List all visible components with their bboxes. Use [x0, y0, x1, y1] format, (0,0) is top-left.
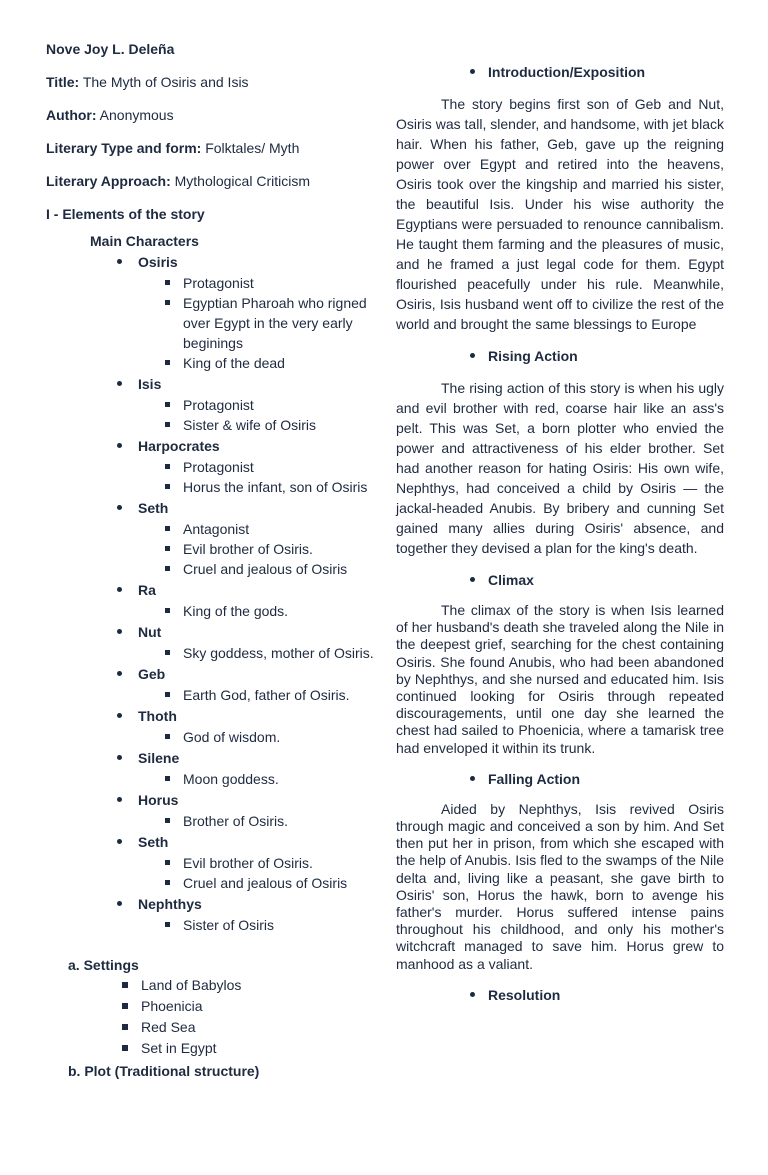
character-attribute: Sky goddess, mother of Osiris. — [138, 643, 376, 663]
plot-section-text: The climax of the story is when Isis learned of her husband's death she traveled along the Nile in the deepest grief, searching for the chest containing Osiris. She found Anubis, who had been abandoned by Nephthys, and she nursed and educated him. Isis continued looking for Osiris through repeated discouragements, until one day she learned the chest had sailed to Phoenicia, where a tamarisk tree had enveloped it within its trunk. — [396, 602, 724, 756]
character-item — [46, 374, 376, 435]
character-name: Nephthys — [138, 894, 376, 914]
character-item — [46, 748, 376, 789]
setting-item: Red Sea — [46, 1017, 376, 1038]
character-attribute: Moon goddess. — [138, 769, 376, 789]
left-column — [46, 40, 376, 1081]
character-item — [46, 436, 376, 497]
character-attribute: King of the dead — [138, 353, 376, 373]
character-attribute: Cruel and jealous of Osiris — [138, 873, 376, 893]
plot-section-heading: Falling Action — [396, 769, 724, 789]
character-attribute: Protagonist — [138, 457, 376, 477]
character-attribute: Earth God, father of Osiris. — [138, 685, 376, 705]
character-attribute: Sister of Osiris — [138, 915, 376, 935]
character-attribute: Protagonist — [138, 273, 376, 293]
character-name: Osiris — [138, 252, 376, 272]
character-attribute: Evil brother of Osiris. — [138, 853, 376, 873]
title-line: Title: The Myth of Osiris and Isis — [46, 74, 249, 90]
character-attribute: Cruel and jealous of Osiris — [138, 559, 376, 579]
plot-section-text: Aided by Nephthys, Isis revived Osiris through magic and conceived a son by him. And Set then put her in prison, from which she escaped with the help of Anubis. Isis fled to the swamps of the Nile delta and, living like a peasant, she gave birth to Osiris' son, Horus the hawk, born to avenge his father's murder. Horus suffered intense pains throughout his childhood, and only his mother's witchcraft managed to save him. Horus grew to manhood as a valiant. — [396, 800, 724, 972]
character-item — [46, 580, 376, 621]
plot-section-text: The rising action of this story is when his ugly and evil brother with red, coarse hair like an ass's pelt. This was Set, a born plotter who envied the power and attractiveness of his elder brother. Set had another reason for hating Osiris: His own wife, Nephthys, had conceived a child by Osiris — the jackal-headed Anubis. By bribery and cunning Set gained many allies during Osiris' absence, and together they devised a plan for the king's death. — [396, 380, 724, 556]
character-name: Horus — [138, 790, 376, 810]
student-name: Nove Joy L. Deleña — [46, 41, 175, 57]
literary-type-line: Literary Type and form: Folktales/ Myth — [46, 140, 300, 156]
settings-heading: a. Settings — [68, 957, 139, 973]
character-attribute: Protagonist — [138, 395, 376, 415]
character-attribute: Sister & wife of Osiris — [138, 415, 376, 435]
character-item — [46, 706, 376, 747]
character-attribute: Horus the infant, son of Osiris — [138, 477, 376, 497]
character-item — [46, 252, 376, 373]
setting-item: Land of Babylos — [46, 975, 376, 996]
character-item — [46, 894, 376, 935]
setting-item: Phoenicia — [46, 996, 376, 1017]
character-attribute: Brother of Osiris. — [138, 811, 376, 831]
literary-approach-line: Literary Approach: Mythological Criticism — [46, 173, 310, 189]
character-attribute: God of wisdom. — [138, 727, 376, 747]
character-item — [46, 790, 376, 831]
character-item — [46, 664, 376, 705]
character-attribute: Egyptian Pharoah who rigned over Egypt in the very early beginings — [138, 293, 376, 353]
character-name: Isis — [138, 374, 376, 394]
elements-heading: I - Elements of the story — [46, 206, 205, 222]
plot-section-heading: Introduction/Exposition — [396, 62, 724, 82]
character-name: Seth — [138, 832, 376, 852]
character-item — [46, 622, 376, 663]
right-column — [396, 62, 724, 1017]
character-attribute: Evil brother of Osiris. — [138, 539, 376, 559]
plot-heading: b. Plot (Traditional structure) — [68, 1063, 260, 1079]
plot-section-heading: Resolution — [396, 985, 724, 1005]
character-name: Geb — [138, 664, 376, 684]
character-name: Thoth — [138, 706, 376, 726]
plot-section-heading: Climax — [396, 570, 724, 590]
character-name: Harpocrates — [138, 436, 376, 456]
character-name: Ra — [138, 580, 376, 600]
character-item — [46, 832, 376, 893]
author-line: Author: Anonymous — [46, 107, 174, 123]
character-name: Seth — [138, 498, 376, 518]
character-name: Silene — [138, 748, 376, 768]
character-attribute: King of the gods. — [138, 601, 376, 621]
plot-section-text: The story begins first son of Geb and Nut, Osiris was tall, slender, and handsome, with jet black hair. When his father, Geb, gave up the reigning power over Egypt and retired into the heavens, Osiris took over the kingship and married his sister, the beautiful Isis. Under his wise authority the Egyptians were persuaded to renounce cannibalism. He taught them farming and the pleasures of music, and he framed a just legal code for them. Egypt flourished peacefully under his rule. Meanwhile, Osiris, Isis husband went off to civilize the rest of the world and brought the same blessings to Europe — [396, 96, 724, 332]
setting-item: Set in Egypt — [46, 1038, 376, 1059]
character-name: Nut — [138, 622, 376, 642]
main-characters-heading: Main Characters — [90, 233, 199, 249]
settings-list — [46, 975, 376, 1059]
character-attribute: Antagonist — [138, 519, 376, 539]
character-item — [46, 498, 376, 579]
character-list — [46, 252, 376, 935]
plot-section-heading: Rising Action — [396, 346, 724, 366]
